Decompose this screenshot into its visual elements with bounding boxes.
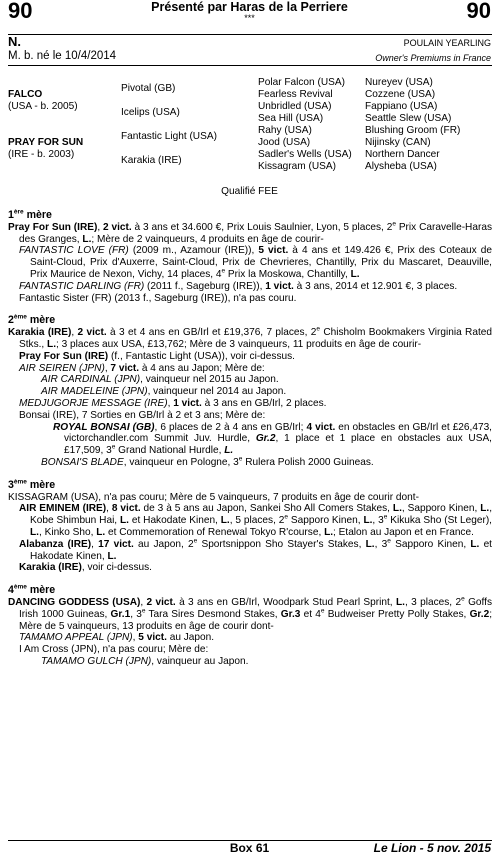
produce-air-madeleine: AIR MADELEINE (JPN), vainqueur nel 2014 au Japon. — [41, 386, 287, 398]
pedigree-rule — [8, 65, 492, 66]
produce-i-am-cross: I Am Cross (JPN), n'a pas couru; Mère de: — [19, 644, 209, 656]
pedigree-gen2-4: Karakia (IRE) — [121, 155, 182, 166]
lot-number-left: 90 — [8, 0, 33, 23]
produce-fantastic-love: FANTASTIC LOVE (FR) (2009 m., Azamour (IRE)), 5 vict. à 4 ans et 149.426 €, Prix des Coteaux de Saint-Cloud, Prix d'Auxerre, Saint-Cloud, Prix de Chevrieres, Chantilly, Prix du Mascaret, Deauville, Prix Maurice de Nexon, Vichy, 14 places, 4e Prix la Moskowa, Chantilly, L. — [19, 245, 492, 280]
dam-detail: (IRE - b. 2003) — [8, 149, 75, 160]
header-rule — [8, 34, 492, 35]
pedigree-gen4-2: Cozzene (USA) — [365, 89, 436, 100]
pedigree-gen2-1: Pivotal (GB) — [121, 83, 176, 94]
produce-bonsais-blade: BONSAI'S BLADE, vainqueur en Pologne, 3e Rulera Polish 2000 Guineas. — [41, 455, 374, 468]
pedigree-gen4-1: Nureyev (USA) — [365, 77, 433, 88]
horse-category: POULAIN YEARLING — [403, 38, 491, 48]
produce-tamamo-appeal: TAMAMO APPEAL (JPN), 5 vict. au Japon. — [19, 632, 215, 644]
produce-karakia: Karakia (IRE), voir ci-dessus. — [19, 562, 152, 574]
pedigree-gen4-6: Nijinsky (CAN) — [365, 137, 431, 148]
pedigree-gen3-1: Polar Falcon (USA) — [258, 77, 345, 88]
box-number: Box 61 — [229, 841, 270, 855]
pedigree-gen4-4: Seattle Slew (USA) — [365, 113, 452, 124]
pedigree-gen3-3: Unbridled (USA) — [258, 101, 332, 112]
owners-premiums: Owner's Premiums in France — [375, 53, 491, 63]
pedigree-gen3-6: Jood (USA) — [258, 137, 311, 148]
pedigree-gen4-8: Alysheba (USA) — [365, 161, 437, 172]
produce-alabanza: Alabanza (IRE), 17 vict. au Japon, 2e Sportsnippon Sho Stayer's Stakes, L., 3e Sapporo Kinen, L. et Hakodate Kinen, L. — [19, 537, 492, 562]
lot-number-right: 90 — [466, 0, 491, 23]
dam-3-summary: KISSAGRAM (USA), n'a pas couru; Mère de 5 vainqueurs, 7 produits en âge de courir dont- — [8, 491, 419, 503]
header-stars: *** — [244, 13, 255, 23]
section-dam-3: 3ème mère — [8, 478, 56, 491]
dam-2-summary: Karakia (IRE), 2 vict. à 3 et 4 ans en GB/Irl et £19,376, 7 places, 2e Chisholm Bookmakers Virginia Rated Stks., L.; 3 places aux USA, £13,762; Mère de 3 vainqueurs, 11 produits en âge de courir- — [8, 325, 492, 350]
catalogue-body — [8, 210, 492, 668]
sire-name: FALCO — [8, 89, 43, 100]
pedigree-gen2-3: Fantastic Light (USA) — [121, 131, 217, 142]
pedigree-gen4-3: Fappiano (USA) — [365, 101, 438, 112]
produce-air-eminem: AIR EMINEM (IRE), 8 vict. de 3 à 5 ans au Japon, Sankei Sho All Comers Stakes, L., Sapporo Kinen, L., Kobe Shimbun Hai, L. et Hakodate Kinen, L., 5 places, 2e Sapporo Kinen, L., 3e Kikuka Sho (St Leger), L., Kinko Sho, L. et Commemoration of Renewal Tokyo R'course, L.; Etalon au Japon et en France. — [19, 503, 493, 538]
horse-name: N. — [8, 34, 21, 49]
produce-air-cardinal: AIR CARDINAL (JPN), vainqueur nel 2015 au Japon. — [41, 374, 279, 386]
produce-royal-bonsai: ROYAL BONSAI (GB), 6 places de 2 à 4 ans en GB/Irl; 4 vict. en obstacles en GB/Irl et £26,473, victorchandler.com Summit Juv. Hurdle, Gr.2, 1 place et 1 place en obstacles aux USA, £17,509, 3e Grand National Hurdle, L. — [53, 421, 492, 457]
pedigree-gen3-2: Fearless Revival — [258, 89, 333, 100]
dam-name: PRAY FOR SUN — [8, 137, 84, 148]
horse-description: M. b. né le 10/4/2014 — [8, 50, 117, 62]
sire-detail: (USA - b. 2005) — [8, 101, 78, 112]
pedigree-gen4-7: Northern Dancer — [365, 149, 440, 160]
produce-fantastic-darling: FANTASTIC DARLING (FR) (2011 f., Sageburg (IRE)), 1 vict. à 3 ans, 2014 et 12.901 €, 3 places. — [19, 280, 458, 292]
dam-4-summary: DANCING GODDESS (USA), 2 vict. à 3 ans en GB/Irl, Woodpark Stud Pearl Sprint, L., 3 places, 2e Goffs Irish 1000 Guineas, Gr.1, 3e Tara Sires Desmond Stakes, Gr.3 et 4e Budweiser Pretty Polly Stakes, Gr.2; Mère de 5 vainqueurs, 13 produits en âge de courir dont- — [8, 595, 493, 632]
produce-fantastic-sister: Fantastic Sister (FR) (2013 f., Sageburg (IRE)), n'a pas couru. — [19, 292, 297, 304]
section-dam-2: 2ème mère — [8, 313, 56, 327]
produce-tamamo-gulch: TAMAMO GULCH (JPN), vainqueur au Japon. — [41, 655, 249, 667]
pedigree-gen3-7: Sadler's Wells (USA) — [258, 149, 352, 160]
qualification: Qualifié FEE — [221, 186, 278, 197]
pedigree-gen3-5: Rahy (USA) — [258, 125, 312, 136]
pedigree-gen2-2: Icelips (USA) — [121, 107, 180, 118]
section-dam-4: 4ème mère — [8, 583, 56, 597]
produce-medjugorje-message: MEDJUGORJE MESSAGE (IRE), 1 vict. à 3 ans en GB/Irl, 2 places. — [19, 397, 327, 409]
produce-air-seiren: AIR SEIREN (JPN), 7 vict. à 4 ans au Japon; Mère de: — [19, 362, 265, 374]
pedigree-gen3-4: Sea Hill (USA) — [258, 113, 324, 124]
consignor: Présenté par Haras de la Perriere — [151, 0, 348, 14]
pedigree-gen4-5: Blushing Groom (FR) — [365, 125, 461, 136]
dam-1-summary: Pray For Sun (IRE), 2 vict. à 3 ans et 34.600 €, Prix Louis Saulnier, Lyon, 5 places, 2e Prix Caravelle-Haras des Granges, L.; Mère de 2 vainqueurs, 4 produits en âge de courir- — [8, 220, 492, 245]
pedigree-gen3-8: Kissagram (USA) — [258, 161, 336, 172]
produce-pray-for-sun: Pray For Sun (IRE) (f., Fantastic Light (USA)), voir ci-dessus. — [19, 350, 295, 362]
section-dam-1: 1ère mère — [8, 208, 52, 221]
produce-bonsai: Bonsai (IRE), 7 Sorties en GB/Irl à 2 et 3 ans; Mère de: — [19, 409, 266, 421]
sale-info: Le Lion - 5 nov. 2015 — [373, 841, 491, 855]
